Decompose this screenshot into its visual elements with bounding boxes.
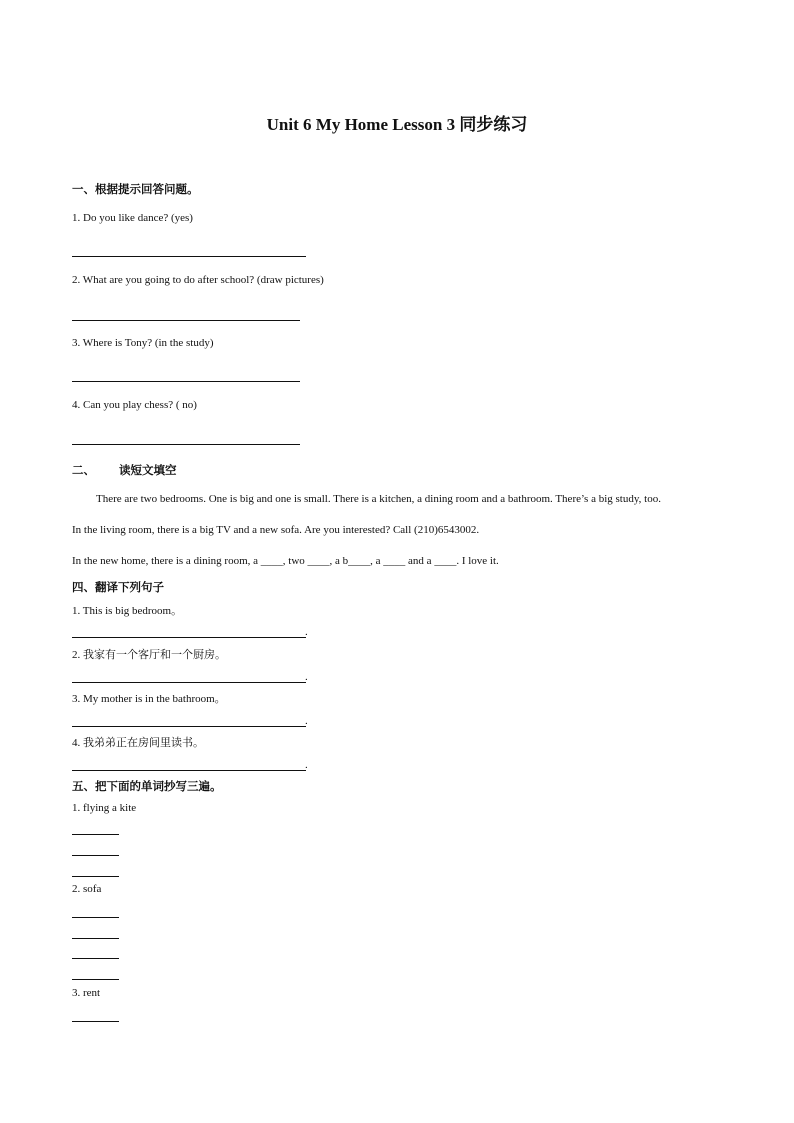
translation-line-1[interactable] <box>72 637 306 638</box>
passage-paragraph-2: In the living room, there is a big TV and a new sofa. Are you interested? Call (210)6543002. <box>72 524 480 536</box>
section2-heading-text: 读短文填空 <box>119 465 177 477</box>
section4-question-4: 4. 我弟弟正在房间里读书。 <box>72 737 204 749</box>
answer-line-2[interactable] <box>72 320 300 321</box>
passage-paragraph-1: There are two bedrooms. One is big and one is small. There is a kitchen, a dining room and a bathroom. There’s a big study, too. <box>96 493 661 505</box>
section1-question-4: 4. Can you play chess? ( no) <box>72 399 197 411</box>
section5-heading: 五、把下面的单词抄写三遍。 <box>72 781 222 793</box>
translation-line-3[interactable] <box>72 726 306 727</box>
section4-question-1: 1. This is big bedroom。 <box>72 605 183 617</box>
translation-line-2[interactable] <box>72 682 306 683</box>
copy-item-3: 3. rent <box>72 987 101 999</box>
page-title: Unit 6 My Home Lesson 3 同步练习 <box>266 115 528 134</box>
section4-question-3: 3. My mother is in the bathroom。 <box>72 693 226 705</box>
copy-line[interactable] <box>72 834 119 835</box>
fill-in-sentence: In the new home, there is a dining room, a ____, two ____, a b____, a ____ and a ____. I love it. <box>72 555 499 567</box>
line-end-period: . <box>305 626 308 638</box>
copy-line[interactable] <box>72 938 119 939</box>
copy-item-2: 2. sofa <box>72 883 102 895</box>
copy-line[interactable] <box>72 876 119 877</box>
section1-question-1: 1. Do you like dance? (yes) <box>72 212 193 224</box>
section1-heading: 一、根据提示回答问题。 <box>72 184 199 196</box>
copy-item-1: 1. flying a kite <box>72 802 137 814</box>
section1-question-3: 3. Where is Tony? (in the study) <box>72 337 214 349</box>
copy-line[interactable] <box>72 855 119 856</box>
line-end-period: . <box>305 715 308 727</box>
section1-question-2: 2. What are you going to do after school? (draw pictures) <box>72 274 324 286</box>
answer-line-1[interactable] <box>72 256 306 257</box>
line-end-period: . <box>305 759 308 771</box>
copy-line[interactable] <box>72 917 119 918</box>
line-end-period: . <box>305 671 308 683</box>
section4-question-2: 2. 我家有一个客厅和一个厨房。 <box>72 649 226 661</box>
copy-line[interactable] <box>72 1021 119 1022</box>
answer-line-4[interactable] <box>72 444 300 445</box>
section2-heading-number: 二、 <box>72 465 95 477</box>
translation-line-4[interactable] <box>72 770 306 771</box>
section4-heading: 四、翻译下列句子 <box>72 582 164 594</box>
copy-line[interactable] <box>72 958 119 959</box>
answer-line-3[interactable] <box>72 381 300 382</box>
copy-line[interactable] <box>72 979 119 980</box>
